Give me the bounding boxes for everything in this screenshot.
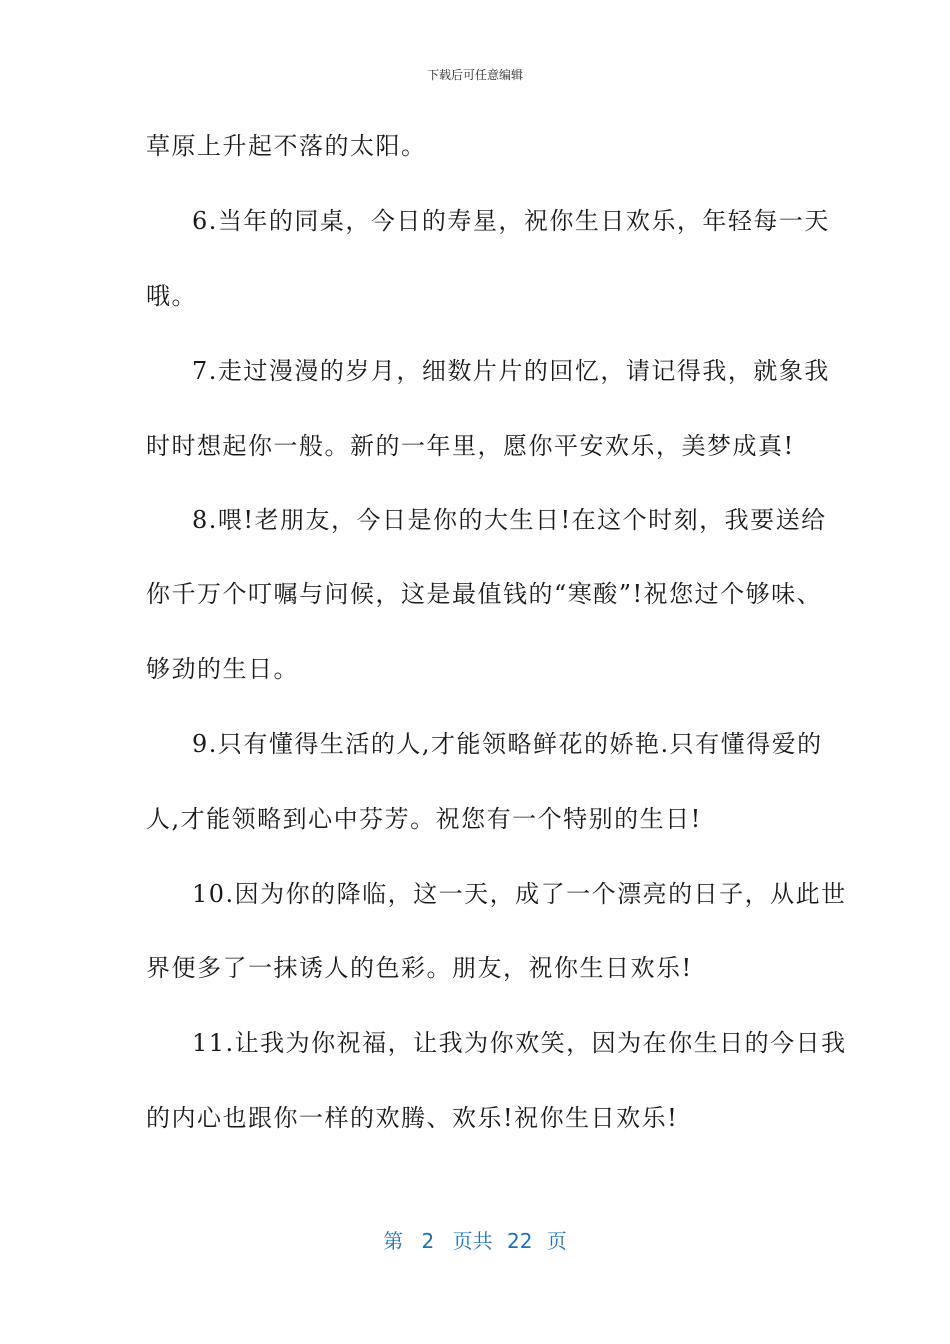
paragraph-line: 9.只有懂得生活的人,才能领略鲜花的娇艳.只有懂得爱的: [192, 730, 823, 758]
paragraph-line: 你千万个叮嘱与问候，这是最值钱的“寒酸”!祝您过个够味、: [146, 580, 823, 608]
footer-ye: 页: [546, 1229, 567, 1253]
header-note: 下载后可任意编辑: [426, 68, 523, 82]
paragraph-line: 11.让我为你祝福，让我为你欢笑，因为在你生日的今日我: [192, 1029, 847, 1057]
paragraph-line: 界便多了一抹诱人的色彩。朋友，祝你生日欢乐!: [146, 954, 693, 982]
paragraph-line: 6.当年的同桌，今日的寿星，祝你生日欢乐，年轻每一天: [192, 207, 830, 235]
paragraph-line: 8.喂!老朋友，今日是你的大生日!在这个时刻，我要送给: [192, 506, 827, 534]
paragraph-line: 的内心也跟你一样的欢腾、欢乐!祝你生日欢乐!: [146, 1104, 679, 1132]
paragraph-line: 10.因为你的降临，这一天，成了一个漂亮的日子，从此世: [192, 880, 847, 908]
footer-di: 第: [383, 1229, 404, 1253]
footer-ye-gong: 页共: [452, 1229, 493, 1253]
paragraph-line: 草原上升起不落的太阳。: [146, 132, 427, 160]
paragraph-line: 7.走过漫漫的岁月，细数片片的回忆，请记得我，就象我: [192, 357, 830, 385]
current-page-number: 2: [421, 1229, 435, 1253]
paragraph-line: 够劲的生日。: [146, 655, 299, 683]
paragraph-line: 时时想起你一般。新的一年里，愿你平安欢乐，美梦成真!: [146, 432, 795, 460]
page-footer: [0, 1225, 950, 1254]
paragraph-line: 哦。: [146, 282, 197, 310]
total-page-count: 22: [507, 1229, 533, 1253]
paragraph-line: 人,才能领略到心中芬芳。祝您有一个特别的生日!: [146, 805, 702, 833]
